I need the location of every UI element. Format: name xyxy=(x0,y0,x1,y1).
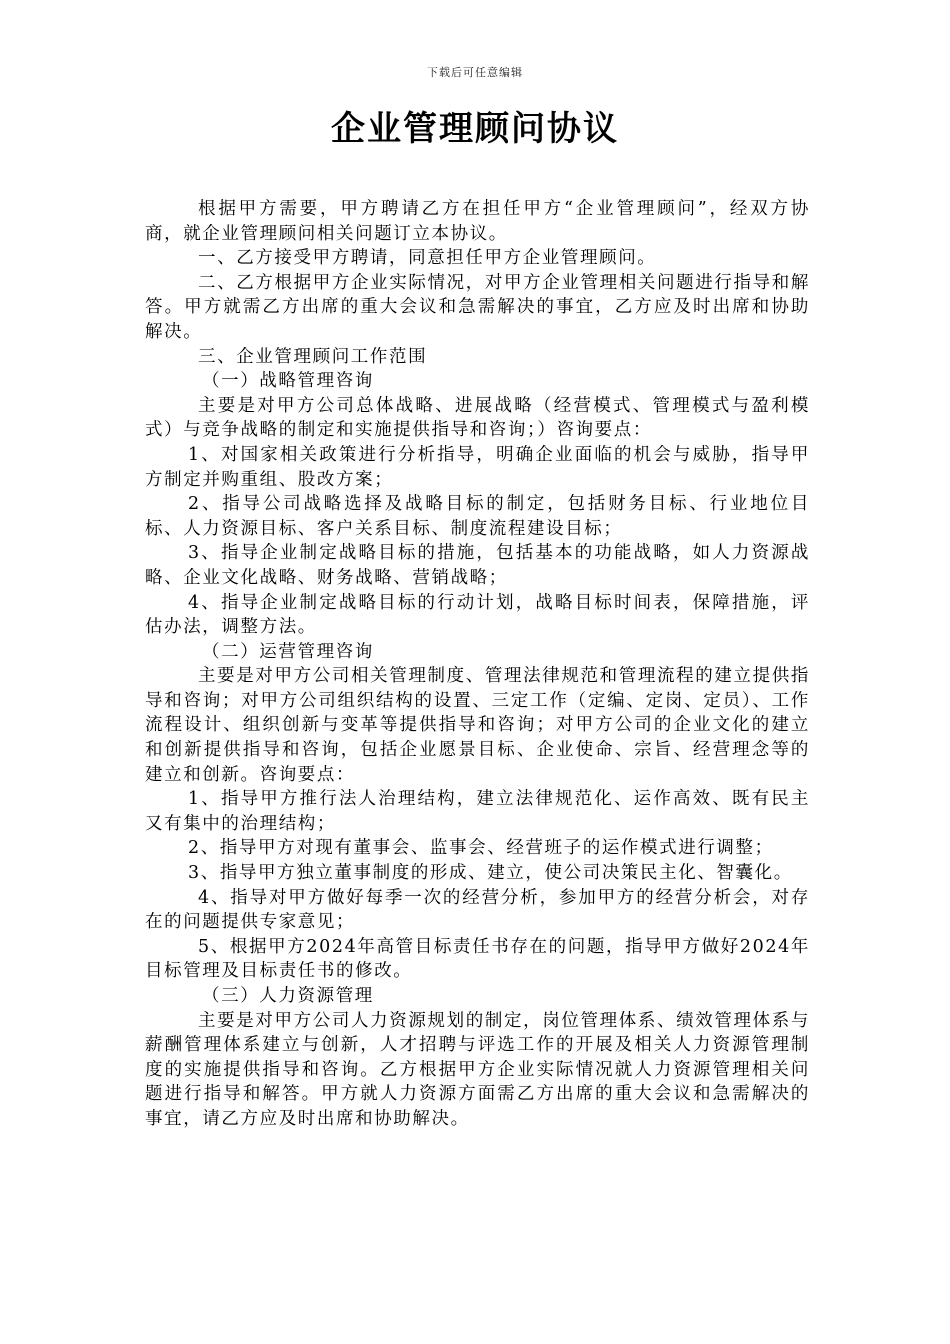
section-hr-heading: （三）人力资源管理 xyxy=(202,986,374,1006)
operations-point-5: 5、根据甲方2024年高管目标责任书存在的问题，指导甲方做好2024年目标管理及目标责任书的修改。 xyxy=(145,936,810,982)
section-strategy-intro: 主要是对甲方公司总体战略、进展战略（经营模式、管理模式与盈利模式）与竞争战略的制定和实施提供指导和咨询；）咨询要点： xyxy=(145,395,810,441)
operations-point-2: 2、指导甲方对现有董事会、监事会、经营班子的运作模式进行调整； xyxy=(188,838,774,859)
clause-3-heading: 三、企业管理顾问工作范围 xyxy=(198,346,428,367)
strategy-point-1: 1、对国家相关政策进行分析指导，明确企业面临的机会与威胁，指导甲方制定并购重组、股改方案； xyxy=(145,444,810,490)
section-operations-intro: 主要是对甲方公司相关管理制度、管理法律规范和管理流程的建立提供指导和咨询；对甲方公司组织结构的设置、三定工作（定编、定岗、定员）、工作流程设计、组织创新与变革等提供指导和咨询；对甲方公司的企业文化的建立和创新提供指导和咨询，包括企业愿景目标、企业使命、宗旨、经营理念等的建立和创新。咨询要点： xyxy=(145,666,810,785)
strategy-point-3: 3、指导企业制定战略目标的措施，包括基本的功能战略，如人力资源战略、企业文化战略、财务战略、营销战略； xyxy=(145,543,810,588)
section-hr-intro: 主要是对甲方公司人力资源规划的制定，岗位管理体系、绩效管理体系与薪酬管理体系建立与创新，人才招聘与评选工作的开展及相关人力资源管理制度的实施提供指导和咨询。乙方根据甲方企业实际情况就人力资源管理相关问题进行指导和解答。甲方就人力资源方面需乙方出席的重大会议和急需解决的事宜，请乙方应及时出席和协助解决。 xyxy=(145,1010,810,1129)
clause-1: 一、乙方接受甲方聘请，同意担任甲方企业管理顾问。 xyxy=(198,248,657,269)
clause-2: 二、乙方根据甲方企业实际情况，对甲方企业管理相关问题进行指导和解答。甲方就需乙方出席的重大会议和急需解决的事宜，乙方应及时出席和协助解决。 xyxy=(145,272,810,342)
document-title: 企业管理顾问协议 xyxy=(331,109,619,149)
section-strategy-heading: （一）战略管理咨询 xyxy=(202,371,374,392)
strategy-point-4: 4、指导企业制定战略目标的行动计划，战略目标时间表，保障措施，评估办法，调整方法。 xyxy=(145,592,810,638)
strategy-point-2: 2、指导公司战略选择及战略目标的制定，包括财务目标、行业地位目标、人力资源目标、客户关系目标、制度流程建设目标； xyxy=(145,494,810,539)
operations-point-3: 3、指导甲方独立董事制度的形成、建立，使公司决策民主化、智囊化。 xyxy=(188,863,793,884)
document-body xyxy=(145,197,810,1132)
operations-point-4: 4、指导对甲方做好每季一次的经营分析，参加甲方的经营分析会，对存在的问题提供专家意见； xyxy=(145,887,810,933)
section-operations-heading: （二）运营管理咨询 xyxy=(202,641,374,662)
intro-paragraph: 根据甲方需要，甲方聘请乙方在担任甲方“企业管理顾问”，经双方协商，就企业管理顾问相关问题订立本协议。 xyxy=(145,199,810,244)
header-note: 下载后可任意编辑 xyxy=(427,66,523,79)
operations-point-1: 1、指导甲方推行法人治理结构，建立法律规范化、运作高效、既有民主又有集中的治理结构； xyxy=(145,789,810,834)
